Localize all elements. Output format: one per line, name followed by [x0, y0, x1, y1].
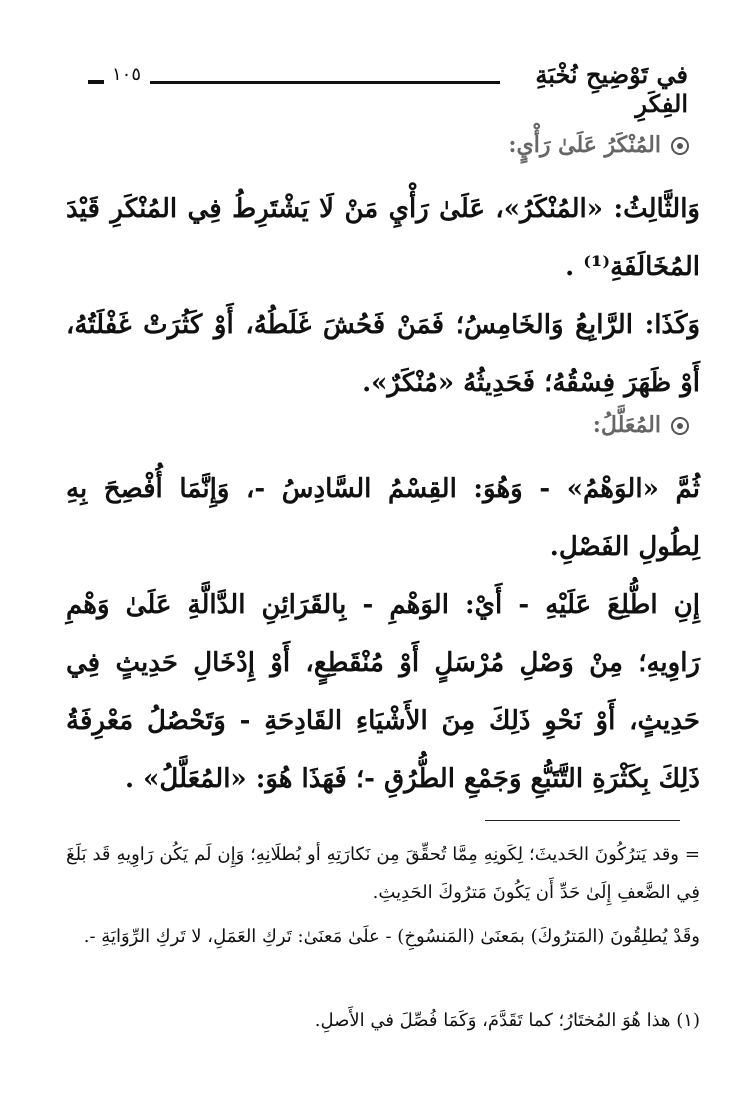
header-dash: [88, 80, 104, 84]
paragraph-muallal: إِنِ اطُّلِعَ عَلَيْهِ - أَيْ: الوَهْمِ - بِالقَرَائِنِ الدَّالَّةِ عَلَىٰ وَهْمِ رَاوِيهِ؛ مِنْ وَصْلِ مُرْسَلٍ أَوْ مُنْقَطِعٍ، أَوْ إِدْخَالِ حَدِيثٍ فِي حَدِيثٍ، أَوْ نَحْوِ ذَلِكَ مِنَ الأَشْيَاءِ القَادِحَةِ - وَتَحْصُلُ مَعْرِفَةُ ذَلِكَ بِكَثْرَةِ التَّتَبُّعِ وَجَمْعِ الطُّرُقِ -؛ فَهَذَا هُوَ: «المُعَلَّلُ» .: [66, 590, 700, 794]
page-header: [88, 58, 688, 118]
footnote-1: (١) هذا هُوَ المُختَارُ؛ كما تَقَدَّمَ، وَكَمَا فُصِّلَ في الأَصلِ.: [314, 1010, 700, 1031]
section-heading-text: المُنْكَرُ عَلَىٰ رَأْيٍ:: [508, 132, 661, 158]
paragraph-third: وَالثَّالِثُ: «المُنْكَرُ»، عَلَىٰ رَأْيِ مَنْ لَا يَشْتَرِطُ فِي المُنْكَرِ قَيْدَ المُخَالَفَةِ⁽¹⁾ .: [66, 194, 700, 282]
section-heading-muallal: [593, 412, 689, 438]
footnote-separator: [485, 820, 680, 821]
section-marker-icon: [671, 137, 689, 155]
section-heading-text: المُعَلَّلُ:: [592, 412, 661, 438]
page-number: ١٠٥: [112, 64, 142, 85]
footnote-matruk: وقَدْ يُطلِقُونَ (المَترُوكَ) بمَعنَىٰ (المَنسُوخِ) - علَىٰ مَعنَىٰ: تَركِ العَمَلِ، لا تَركِ الرِّوَايَةِ -.: [83, 926, 700, 947]
footnote-continued: = وقد يَترُكُونَ الحَديثَ؛ لِكَونِهِ مِمَّا تُحقِّقَ مِن نَكارَتِهِ أو بُطلَانِهِ؛ وَإِن لَم يَكُن رَاوِيهِ قَد بَلَغَ فِي الضَّعفِ إِلَىٰ حَدِّ أَن يَكُونَ مَترُوكَ الحَدِيثِ.: [66, 844, 700, 903]
paragraph-fourth-fifth: وَكَذَا: الرَّابِعُ وَالخَامِسُ؛ فَمَنْ فَحُشَ غَلَطُهُ، أَوْ كَثُرَتْ غَفْلَتُهُ، أَوْ ظَهَرَ فِسْقُهُ؛ فَحَدِيثُهُ «مُنْكَرٌ».: [66, 310, 700, 398]
running-title: في تَوْضِيحِ نُخْبَةِ الفِكَرِ: [535, 60, 688, 118]
header-rule: [150, 81, 500, 84]
paragraph-wahm: ثُمَّ «الوَهْمُ» - وَهُوَ: القِسْمُ السَّادِسُ -، وَإِنَّمَا أُفْصِحَ بِهِ لِطُولِ الفَصْلِ.: [66, 474, 700, 562]
section-marker-icon: [671, 417, 689, 435]
section-heading-munkar: [508, 132, 689, 158]
